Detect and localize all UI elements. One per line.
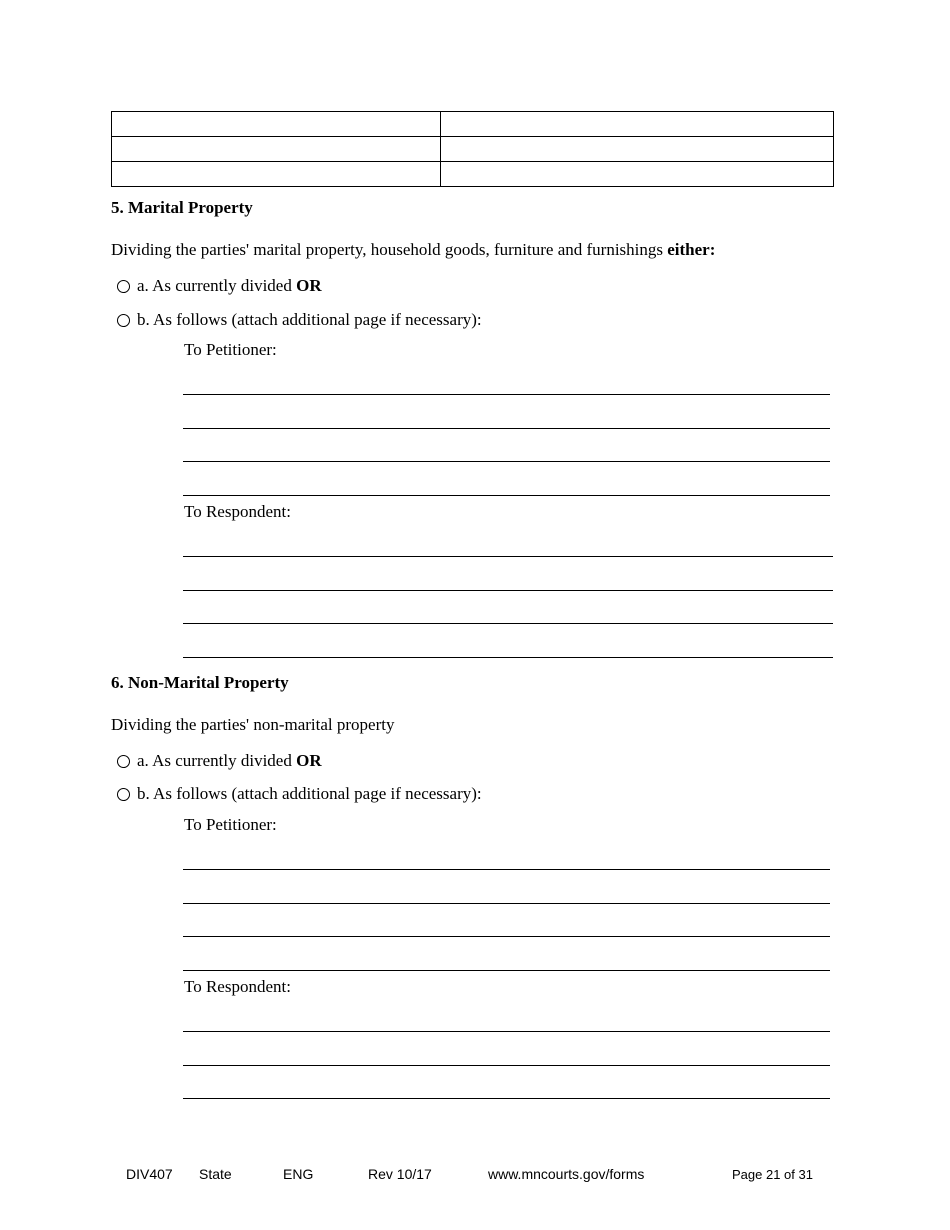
table-row [112,112,834,137]
respondent-input-line[interactable] [183,1098,830,1099]
petitioner-input-line[interactable] [183,428,830,429]
option-b-label: b. As follows (attach additional page if necessary): [137,310,482,329]
section-5-intro-text: Dividing the parties' marital property, household goods, furniture and furnishings [111,240,663,259]
respondent-input-line[interactable] [183,657,833,658]
petitioner-input-line[interactable] [183,869,830,870]
property-table [111,111,834,187]
petitioner-input-line[interactable] [183,970,830,971]
section-6-to-respondent: To Respondent: [184,977,291,996]
radio-button[interactable] [117,788,130,801]
footer-jurisdiction: State [199,1166,232,1182]
respondent-input-line[interactable] [183,590,833,591]
section-5-intro [111,240,715,260]
table-cell[interactable] [112,112,441,137]
section-6-option-b[interactable] [117,784,482,804]
option-a-label: a. As currently divided [137,751,292,770]
table-cell[interactable] [112,162,441,187]
section-6-to-petitioner: To Petitioner: [184,815,277,834]
respondent-input-line[interactable] [183,556,833,557]
table-cell[interactable] [112,137,441,162]
respondent-input-line[interactable] [183,1031,830,1032]
table-cell[interactable] [441,112,834,137]
section-5-intro-bold: either: [667,240,716,259]
petitioner-input-line[interactable] [183,394,830,395]
section-5-title: 5. Marital Property [111,198,253,217]
footer-form-id: DIV407 [126,1166,173,1182]
radio-button[interactable] [117,755,130,768]
table-row [112,162,834,187]
section-6-option-a[interactable] [117,751,322,771]
petitioner-input-line[interactable] [183,936,830,937]
table-cell[interactable] [441,162,834,187]
petitioner-input-line[interactable] [183,903,830,904]
radio-button[interactable] [117,314,130,327]
respondent-input-line[interactable] [183,623,833,624]
option-a-or: OR [296,751,322,770]
respondent-input-line[interactable] [183,1065,830,1066]
option-a-or: OR [296,276,322,295]
footer-url[interactable]: www.mncourts.gov/forms [488,1166,645,1182]
section-5-option-b[interactable] [117,310,482,330]
table-row [112,137,834,162]
petitioner-input-line[interactable] [183,461,830,462]
section-5-to-petitioner: To Petitioner: [184,340,277,359]
section-5-option-a[interactable] [117,276,322,296]
section-6-title: 6. Non-Marital Property [111,673,289,692]
footer-page-number: Page 21 of 31 [732,1167,813,1182]
footer-language: ENG [283,1166,314,1182]
footer-revision: Rev 10/17 [368,1166,432,1182]
option-a-label: a. As currently divided [137,276,292,295]
section-6-intro: Dividing the parties' non-marital property [111,715,395,734]
option-b-label: b. As follows (attach additional page if necessary): [137,784,482,803]
petitioner-input-line[interactable] [183,495,830,496]
radio-button[interactable] [117,280,130,293]
section-5-to-respondent: To Respondent: [184,502,291,521]
table-cell[interactable] [441,137,834,162]
